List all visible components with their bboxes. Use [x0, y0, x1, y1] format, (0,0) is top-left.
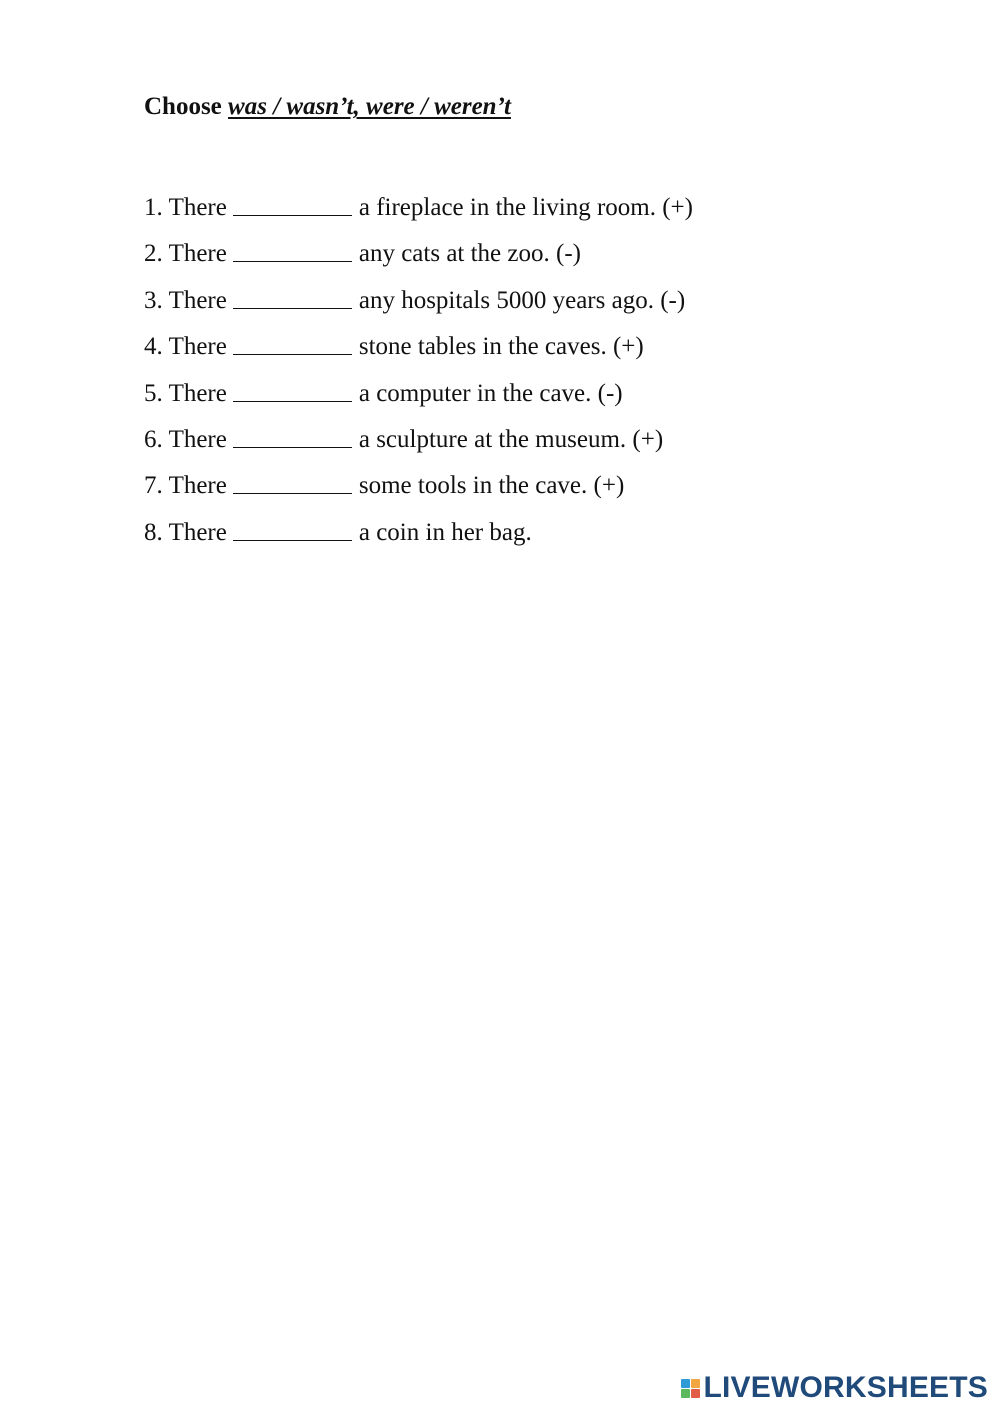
item-start: There: [168, 194, 227, 221]
exercise-item-4: [144, 324, 693, 370]
exercise-item-8: [144, 510, 693, 556]
instruction-choices: was / wasn’t, were / weren’t: [228, 93, 511, 120]
item-number: 3.: [144, 286, 163, 314]
item-start: There: [168, 240, 227, 268]
item-start: There: [168, 518, 227, 546]
item-number: 6.: [144, 425, 163, 453]
item-start: There: [168, 333, 227, 361]
answer-blank-6[interactable]: [233, 427, 352, 448]
instruction-prefix: Choose: [144, 93, 222, 120]
logo-text: LIVEWORKSHEETS: [703, 1371, 988, 1404]
answer-blank-7[interactable]: [233, 473, 352, 494]
item-end: a computer in the cave. (-): [358, 379, 623, 407]
exercise-item-5: [144, 371, 693, 417]
exercise-item-2: [144, 231, 693, 277]
answer-blank-4[interactable]: [233, 334, 352, 355]
answer-blank-1[interactable]: [233, 195, 352, 216]
exercise-list: [144, 185, 693, 556]
answer-blank-8[interactable]: [233, 520, 352, 541]
exercise-item-3: [144, 278, 693, 324]
item-number: 7.: [144, 472, 163, 500]
logo-tile: [681, 1389, 690, 1398]
item-start: There: [168, 472, 227, 500]
item-end: any hospitals 5000 years ago. (-): [358, 286, 686, 314]
item-number: 1.: [144, 194, 163, 221]
liveworksheets-logo[interactable]: [681, 1368, 989, 1408]
logo-tile: [691, 1389, 700, 1398]
item-number: 8.: [144, 518, 163, 546]
logo-tile: [691, 1379, 700, 1388]
logo-tile: [681, 1379, 690, 1388]
item-end: some tools in the cave. (+): [358, 472, 625, 500]
item-number: 2.: [144, 240, 163, 268]
item-end: stone tables in the caves. (+): [358, 333, 644, 361]
exercise-item-1: [144, 185, 693, 231]
item-number: 4.: [144, 333, 163, 361]
item-end: a coin in her bag.: [358, 518, 532, 546]
exercise-item-7: [144, 463, 693, 509]
item-start: There: [168, 286, 227, 314]
exercise-item-6: [144, 417, 693, 463]
item-start: There: [168, 379, 227, 407]
item-start: There: [168, 425, 227, 453]
answer-blank-2[interactable]: [233, 241, 352, 262]
item-number: 5.: [144, 379, 163, 407]
item-end: a sculpture at the museum. (+): [358, 425, 664, 453]
answer-blank-5[interactable]: [233, 381, 352, 402]
instruction-heading: [144, 93, 511, 121]
liveworksheets-logo-icon: [681, 1379, 700, 1398]
answer-blank-3[interactable]: [233, 288, 352, 309]
item-end: a fireplace in the living room. (+): [358, 194, 693, 221]
item-end: any cats at the zoo. (-): [358, 240, 581, 268]
